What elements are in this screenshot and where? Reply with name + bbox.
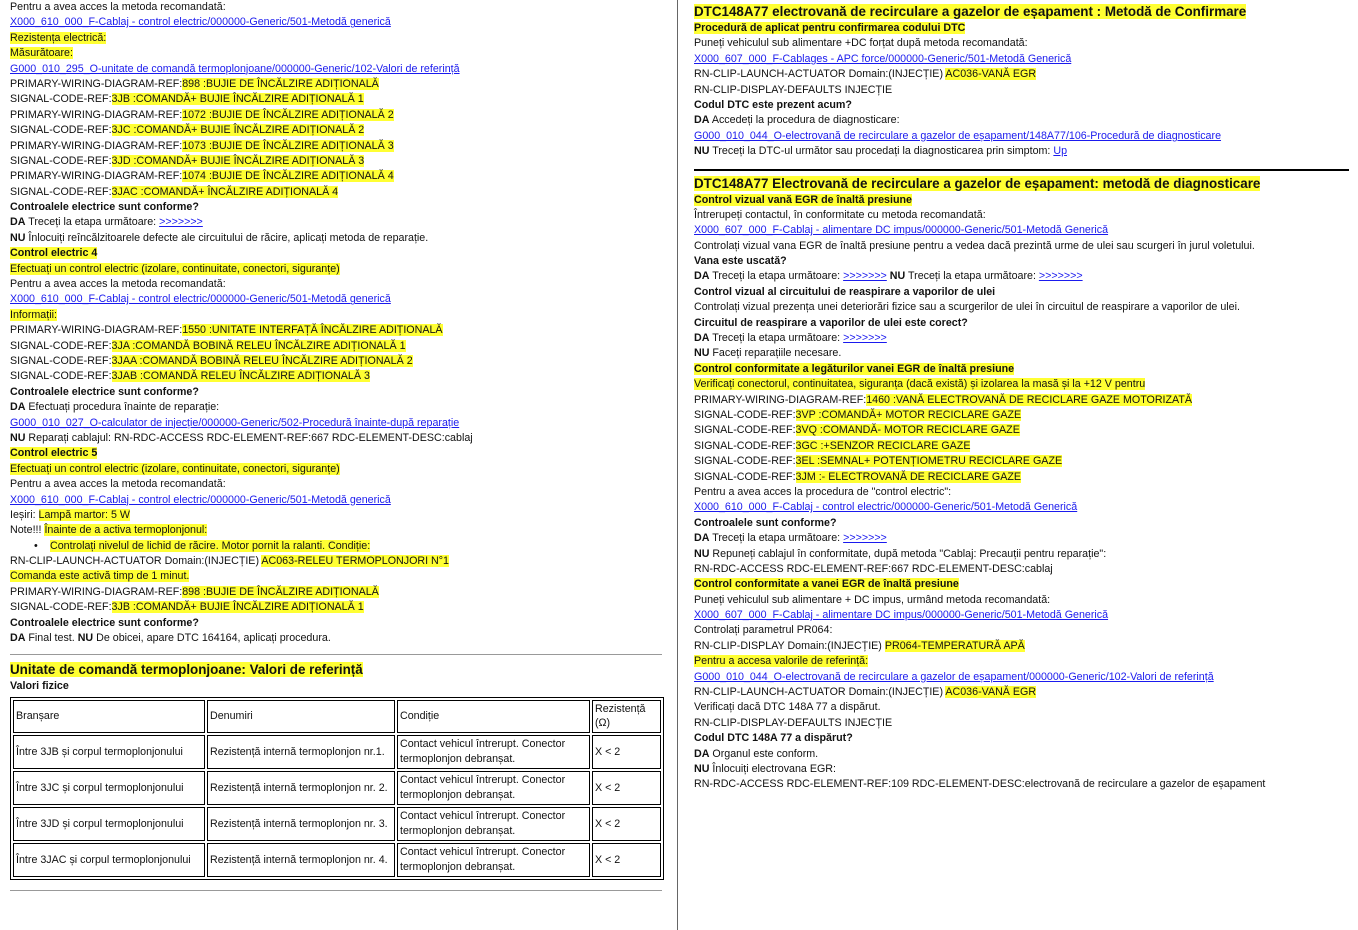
text-line [10, 416, 662, 431]
text-segment: 3JAB :COMANDĂ RELEU ÎNCĂLZIRE ADIȚIONALĂ 3 [111, 370, 370, 383]
text-line [694, 285, 1349, 300]
bold-text: NU [889, 270, 906, 283]
text-segment: RN-CLIP-LAUNCH-ACTUATOR Domain:(INJECȚIE) [10, 555, 262, 568]
text-segment: PRIMARY-WIRING-DIAGRAM-REF: [10, 108, 183, 121]
text-segment: Treceți la etapa următoare: [905, 270, 1039, 283]
text-line [10, 600, 662, 615]
text-segment: Comanda este activă timp de 1 minut. [10, 570, 190, 583]
text-segment: 898 :BUJIE DE ÎNCĂLZIRE ADIȚIONALĂ [182, 585, 379, 598]
left-column [10, 0, 662, 897]
table-header-cell: Rezistență (Ω) [592, 700, 661, 733]
bold-text: DA [10, 401, 26, 414]
text-line [10, 169, 662, 184]
text-segment: 3JD :COMANDĂ+ BUJIE ÎNCĂLZIRE ADIȚIONALĂ 3 [111, 154, 365, 167]
bold-text: NU [694, 547, 710, 560]
text-segment: Final test. [25, 632, 78, 645]
text-line [10, 277, 662, 292]
text-segment: PRIMARY-WIRING-DIAGRAM-REF: [10, 324, 183, 337]
procedure-link[interactable]: >>>>>>> [159, 216, 203, 229]
text-segment: Efectuați un control electric (izolare, continuitate, conectori, siguranțe) [10, 462, 340, 475]
text-segment: 1072 :BUJIE DE ÎNCĂLZIRE ADIȚIONALĂ 2 [182, 108, 394, 121]
table-cell: Contact vehicul întrerupt. Conector termoplonjon debranșat. [397, 771, 590, 805]
text-line [694, 300, 1349, 315]
text-line [694, 685, 1349, 700]
text-segment: SIGNAL-CODE-REF: [10, 339, 112, 352]
table-cell: Rezistență internă termoplonjon nr.1. [207, 735, 395, 769]
text-line [694, 670, 1349, 685]
text-segment: Pentru a avea acces la metoda recomandată: [10, 278, 226, 291]
text-line [694, 239, 1349, 254]
text-line [10, 323, 662, 338]
bold-text: Control conformitate a vanei EGR de înaltă presiune [694, 578, 959, 591]
bold-text: DA [694, 532, 710, 545]
text-segment: PRIMARY-WIRING-DIAGRAM-REF: [10, 170, 183, 183]
text-line [694, 700, 1349, 715]
text-line [10, 46, 662, 61]
text-line [694, 500, 1349, 515]
text-line [694, 331, 1349, 346]
text-line [694, 52, 1349, 67]
text-segment: Efectuați un control electric (izolare, continuitate, conectori, siguranțe) [10, 262, 340, 275]
diagnostic-title-text: DTC148A77 Electrovană de recirculare a gazelor de eșapament: metodă de diagnosticare [694, 175, 1261, 191]
text-line [694, 144, 1349, 159]
section-title [10, 661, 662, 679]
diagnostic-title [694, 175, 1349, 193]
text-line [694, 393, 1349, 408]
text-segment: Informații: [10, 308, 57, 321]
text-segment: 3JAC :COMANDĂ+ ÎNCĂLZIRE ADIȚIONALĂ 4 [111, 185, 339, 198]
table-cell: Între 3JC și corpul termoplonjonului [13, 771, 205, 805]
text-segment: 3VQ :COMANDĂ- MOTOR RECICLARE GAZE [795, 424, 1020, 437]
text-line [10, 15, 662, 30]
text-segment: Pentru a accesa valorile de referință: [694, 655, 869, 668]
text-segment: Pentru a avea acces la metoda recomandată: [10, 478, 226, 491]
text-line [10, 108, 662, 123]
procedure-link[interactable]: X000_610_000_F-Cablaj - control electric/000000-Generic/501-Metodă generică [10, 293, 391, 306]
text-line [10, 616, 662, 631]
text-segment: SIGNAL-CODE-REF: [694, 408, 796, 421]
text-segment: RN-CLIP-LAUNCH-ACTUATOR Domain:(INJECȚIE) [694, 686, 946, 699]
table-subtitle-text: Valori fizice [10, 680, 69, 693]
procedure-link[interactable]: G000_010_027_O-calculator de injecție/000000-Generic/502-Procedură înainte-după reparație [10, 416, 460, 429]
table-cell: Între 3JAC și corpul termoplonjonului [13, 843, 205, 877]
text-segment: De obicei, apare DTC 164164, aplicați procedura. [93, 632, 331, 645]
bold-text: Circuitul de reaspirare a vaporilor de ulei este corect? [694, 316, 968, 329]
text-segment: RN-CLIP-DISPLAY Domain:(INJECȚIE) [694, 639, 885, 652]
bold-text: Controalele electrice sunt conforme? [10, 616, 199, 629]
text-line [694, 731, 1349, 746]
reference-table [10, 697, 664, 880]
text-segment: 3JAA :COMANDĂ BOBINĂ RELEU ÎNCĂLZIRE ADIȚIONALĂ 2 [111, 354, 413, 367]
text-segment: Treceți la etapa următoare: [709, 532, 844, 545]
text-line [694, 516, 1349, 531]
bold-text: Vana este uscată? [694, 255, 787, 268]
text-segment: 3JA :COMANDĂ BOBINĂ RELEU ÎNCĂLZIRE ADIȚIONALĂ 1 [111, 339, 406, 352]
bold-text: Control conformitate a legăturilor vanei EGR de înaltă presiune [694, 362, 1015, 375]
procedure-link[interactable]: G000_010_295_O-unitate de comandă termoplonjoane/000000-Generic/102-Valori de referință [10, 62, 460, 75]
text-line [694, 21, 1349, 36]
text-line [694, 747, 1349, 762]
confirmation-lines [694, 21, 1349, 160]
text-segment: 3JB :COMANDĂ+ BUJIE ÎNCĂLZIRE ADIȚIONALĂ 1 [111, 93, 364, 106]
text-segment: PRIMARY-WIRING-DIAGRAM-REF: [694, 393, 867, 406]
text-line [10, 185, 662, 200]
section-divider-dark [694, 169, 1349, 171]
text-segment: SIGNAL-CODE-REF: [694, 455, 796, 468]
text-line [10, 308, 662, 323]
text-line [10, 400, 662, 415]
text-segment: Reparați cablajul: RN-RDC-ACCESS RDC-ELEMENT-REF:667 RDC-ELEMENT-DESC:cablaj [25, 431, 473, 444]
text-segment: 1460 :VANĂ ELECTROVANĂ DE RECICLARE GAZE MOTORIZATĂ [866, 393, 1193, 406]
table-row [13, 771, 661, 805]
text-line [10, 508, 662, 523]
text-line [694, 208, 1349, 223]
column-separator [677, 0, 678, 930]
text-line [694, 113, 1349, 128]
procedure-link[interactable]: X000_610_000_F-Cablaj - control electric/000000-Generic/501-Metodă generică [10, 16, 391, 29]
text-line [10, 0, 662, 15]
text-line [694, 377, 1349, 392]
procedure-link[interactable]: G000_010_044_O-electrovană de recirculare a gazelor de eșapament/000000-Generic/102-Valori de referință [694, 670, 1214, 683]
table-cell: Contact vehicul întrerupt. Conector termoplonjon debranșat. [397, 843, 590, 877]
text-segment: AC036-VANĂ EGR [945, 686, 1037, 699]
text-line [694, 36, 1349, 51]
text-segment: 3EL :SEMNAL+ POTENȚIOMETRU RECICLARE GAZE [795, 455, 1063, 468]
text-segment: Treceți la etapa următoare: [25, 216, 160, 229]
text-line [694, 593, 1349, 608]
text-segment: 898 :BUJIE DE ÎNCĂLZIRE ADIȚIONALĂ [182, 77, 379, 90]
bold-text: DA [10, 632, 26, 645]
table-body [13, 735, 661, 877]
bold-text: NU [77, 632, 94, 645]
text-segment: 3GC :+SENZOR RECICLARE GAZE [795, 439, 971, 452]
text-segment: Organul este conform. [709, 747, 819, 760]
confirmation-title [694, 3, 1349, 21]
text-line [10, 462, 662, 477]
bold-text: Codul DTC 148A 77 a dispărut? [694, 732, 853, 745]
procedure-link[interactable]: X000_607_000_F-Cablaj - alimentare DC impus/000000-Generic/501-Metodă Generică [694, 224, 1109, 237]
text-segment: Înlocuiți electrovana EGR: [709, 762, 836, 775]
text-line [10, 215, 662, 230]
procedure-lines-left [10, 0, 662, 646]
text-line [694, 716, 1349, 731]
text-segment: SIGNAL-CODE-REF: [10, 154, 112, 167]
text-line [10, 92, 662, 107]
text-segment: SIGNAL-CODE-REF: [10, 601, 112, 614]
text-line [10, 123, 662, 138]
text-line [10, 554, 662, 569]
text-segment: AC036-VANĂ EGR [945, 68, 1037, 81]
table-cell: Între 3JB și corpul termoplonjonului [13, 735, 205, 769]
section-divider [10, 654, 662, 655]
text-line [694, 654, 1349, 669]
procedure-link[interactable]: X000_607_000_F-Cablages - APC force/000000-Generic/501-Metodă Generică [694, 52, 1072, 65]
procedure-link[interactable]: Up [1053, 145, 1068, 158]
text-segment: PR064-TEMPERATURĂ APĂ [884, 639, 1025, 652]
procedure-link[interactable]: X000_607_000_F-Cablaj - alimentare DC impus/000000-Generic/501-Metodă Generică [694, 609, 1109, 622]
bold-text: DA [10, 216, 26, 229]
text-segment: PRIMARY-WIRING-DIAGRAM-REF: [10, 139, 183, 152]
text-line [10, 246, 662, 261]
text-segment: Controlați parametrul PR064: [694, 624, 833, 637]
text-line [694, 269, 1349, 284]
text-segment: 3JM :- ELECTROVANĂ DE RECICLARE GAZE [795, 470, 1022, 483]
text-line [694, 531, 1349, 546]
bold-text: Control electric 5 [10, 447, 98, 460]
text-line [10, 354, 662, 369]
table-header-cell: Condiție [397, 700, 590, 733]
section-divider-bottom [10, 890, 662, 891]
table-cell: X < 2 [592, 771, 661, 805]
text-segment: Controlați vizual prezența unei deteriorări fizice sau a scurgerilor de ulei în circuitul de reaspirare a vaporilor de ulei. [694, 301, 1240, 314]
confirmation-title-text: DTC148A77 electrovană de recirculare a gazelor de eșapament : Metodă de Confirmare [694, 4, 1247, 19]
table-cell: Între 3JD și corpul termoplonjonului [13, 807, 205, 841]
text-segment: Ieșiri: [10, 508, 39, 521]
text-segment: Accedeți la procedura de diagnosticare: [709, 114, 900, 127]
text-segment: Note!!! [10, 524, 45, 537]
table-cell: Rezistență internă termoplonjon nr. 3. [207, 807, 395, 841]
text-segment: Lampă martor: 5 W [38, 508, 130, 521]
bold-text: NU [694, 347, 710, 360]
text-line [694, 193, 1349, 208]
text-line [10, 585, 662, 600]
text-line [694, 608, 1349, 623]
table-row [13, 807, 661, 841]
table-cell: X < 2 [592, 843, 661, 877]
bold-text: DA [694, 332, 710, 345]
text-segment: SIGNAL-CODE-REF: [10, 354, 112, 367]
bold-text: NU [694, 762, 710, 775]
bold-text: NU [10, 431, 26, 444]
text-line [10, 446, 662, 461]
text-line [694, 547, 1349, 562]
text-segment: RN-CLIP-DISPLAY-DEFAULTS INJECȚIE [694, 83, 893, 96]
text-line [10, 385, 662, 400]
text-line [694, 223, 1349, 238]
table-header-cell: Branșare [13, 700, 205, 733]
text-line [694, 98, 1349, 113]
text-segment: Măsurătoare: [10, 47, 73, 60]
bold-text: NU [10, 231, 26, 244]
text-line [694, 485, 1349, 500]
text-segment: Controlați vizual vana EGR de înaltă presiune pentru a vedea dacă prezintă urme de ulei sau scurgeri în jurul voletului. [694, 239, 1255, 252]
text-segment: Faceți reparațiile necesare. [709, 347, 842, 360]
bold-text: Procedură de aplicat pentru confirmarea codului DTC [694, 22, 966, 34]
right-column [694, 0, 1349, 793]
text-segment: RN-CLIP-LAUNCH-ACTUATOR Domain:(INJECȚIE) [694, 68, 946, 81]
text-segment: Controlați nivelul de lichid de răcire. Motor pornit la ralanti. Condiție: [50, 539, 371, 552]
diagnostic-lines [694, 193, 1349, 793]
text-line [10, 493, 662, 508]
text-segment: AC063-RELEU TERMOPLONJORI N°1 [261, 555, 449, 568]
text-segment: PRIMARY-WIRING-DIAGRAM-REF: [10, 585, 183, 598]
text-segment: RN-CLIP-DISPLAY-DEFAULTS INJECȚIE [694, 716, 893, 729]
text-segment: RN-RDC-ACCESS RDC-ELEMENT-REF:667 RDC-ELEMENT-DESC:cablaj [694, 562, 1053, 575]
procedure-link[interactable]: >>>>>>> [843, 270, 887, 283]
text-segment: SIGNAL-CODE-REF: [10, 370, 112, 383]
bold-text: Controalele sunt conforme? [694, 516, 837, 529]
text-line [10, 523, 662, 538]
text-line [10, 631, 662, 646]
text-segment: 1550 :UNITATE INTERFAȚĂ ÎNCĂLZIRE ADIȚIONALĂ [182, 324, 443, 337]
text-segment: 3JC :COMANDĂ+ BUJIE ÎNCĂLZIRE ADIȚIONALĂ 2 [111, 124, 365, 137]
procedure-link[interactable]: X000_610_000_F-Cablaj - control electric/000000-Generic/501-Metodă Generică [694, 501, 1078, 514]
text-segment: SIGNAL-CODE-REF: [10, 93, 112, 106]
text-line [694, 362, 1349, 377]
text-line [694, 454, 1349, 469]
bold-text: Control vizual vană EGR de înaltă presiune [694, 193, 912, 206]
text-segment: SIGNAL-CODE-REF: [694, 470, 796, 483]
text-line [694, 623, 1349, 638]
text-line [10, 539, 662, 554]
text-segment: Rezistența electrică: [10, 31, 107, 44]
bold-text: Control vizual al circuitului de reaspirare a vaporilor de ulei [694, 285, 996, 298]
table-header-cell: Denumiri [207, 700, 395, 733]
text-segment: Înainte de a activa termoplonjonul: [44, 524, 208, 537]
text-segment: Puneți vehiculul sub alimentare + DC impus, urmând metoda recomandată: [694, 593, 1051, 606]
table-subtitle [10, 679, 662, 694]
text-line [10, 139, 662, 154]
text-segment: 1074 :BUJIE DE ÎNCĂLZIRE ADIȚIONALĂ 4 [182, 170, 394, 183]
bold-text: Control electric 4 [10, 247, 98, 260]
text-line [10, 200, 662, 215]
bold-text: DA [694, 114, 710, 127]
section-title-text: Unitate de comandă termoplonjoane: Valori de referință [10, 662, 363, 678]
procedure-link[interactable]: X000_610_000_F-Cablaj - control electric/000000-Generic/501-Metodă generică [10, 493, 391, 506]
text-line [694, 83, 1349, 98]
bold-text: DA [694, 747, 710, 760]
procedure-link[interactable]: G000_010_044_O-electrovană de recirculare a gazelor de eșapament/148A77/106-Procedură de diagnosticare [694, 129, 1222, 142]
text-segment: Treceți la etapa următoare: [709, 270, 844, 283]
text-line [10, 154, 662, 169]
bold-text: Controalele electrice sunt conforme? [10, 201, 199, 214]
procedure-link[interactable]: >>>>>>> [843, 332, 887, 345]
text-segment: Treceți la etapa următoare: [709, 332, 844, 345]
text-segment: Verificați conectorul, continuitatea, siguranța (dacă există) și izolarea la masă și la +12 V pentru [694, 378, 1146, 391]
text-line [694, 439, 1349, 454]
text-line [694, 639, 1349, 654]
text-line [10, 339, 662, 354]
text-line [694, 470, 1349, 485]
text-line [694, 408, 1349, 423]
table-row [13, 843, 661, 877]
text-line [10, 292, 662, 307]
text-segment: Pentru a avea acces la metoda recomandată: [10, 1, 226, 13]
text-segment: Pentru a avea acces la procedura de "control electric": [694, 485, 952, 498]
text-line [694, 423, 1349, 438]
text-segment: Repuneți cablajul în conformitate, după metoda "Cablaj: Precauții pentru reparație": [709, 547, 1107, 560]
text-segment: SIGNAL-CODE-REF: [694, 424, 796, 437]
text-segment: Verificați dacă DTC 148A 77 a dispărut. [694, 701, 881, 714]
text-line [694, 254, 1349, 269]
table-cell: Contact vehicul întrerupt. Conector termoplonjon debranșat. [397, 735, 590, 769]
table-row [13, 735, 661, 769]
text-segment: Puneți vehiculul sub alimentare +DC forțat după metoda recomandată: [694, 37, 1028, 50]
text-line [694, 129, 1349, 144]
text-segment: Treceți la DTC-ul următor sau procedați la diagnosticarea prin simptom: [709, 145, 1054, 158]
text-segment: RN-RDC-ACCESS RDC-ELEMENT-REF:109 RDC-ELEMENT-DESC:electrovană de recirculare a gazelor de eșapament [694, 778, 1266, 791]
text-segment: 3VP :COMANDĂ+ MOTOR RECICLARE GAZE [795, 408, 1022, 421]
text-segment: Întrerupeți contactul, în conformitate cu metoda recomandată: [694, 208, 986, 221]
text-line [694, 777, 1349, 792]
text-line [694, 67, 1349, 82]
bold-text: Codul DTC este prezent acum? [694, 98, 852, 111]
table-cell: X < 2 [592, 807, 661, 841]
text-segment: Înlocuiți reîncălzitoarele defecte ale circuitului de răcire, aplicați metoda de reparație. [25, 231, 429, 244]
text-segment: PRIMARY-WIRING-DIAGRAM-REF: [10, 77, 183, 90]
text-line [10, 477, 662, 492]
text-line [694, 762, 1349, 777]
text-segment: 1073 :BUJIE DE ÎNCĂLZIRE ADIȚIONALĂ 3 [182, 139, 394, 152]
table-cell: Rezistență internă termoplonjon nr. 4. [207, 843, 395, 877]
text-line [694, 562, 1349, 577]
table-header-row [13, 700, 661, 733]
text-line [694, 346, 1349, 361]
bold-text: DA [694, 270, 710, 283]
table-cell: Rezistență internă termoplonjon nr. 2. [207, 771, 395, 805]
text-segment: SIGNAL-CODE-REF: [10, 185, 112, 198]
text-line [694, 577, 1349, 592]
procedure-link[interactable]: >>>>>>> [843, 532, 887, 545]
text-line [10, 262, 662, 277]
bold-text: NU [694, 145, 710, 158]
text-line [10, 77, 662, 92]
text-line [10, 369, 662, 384]
text-line [10, 31, 662, 46]
table-cell: X < 2 [592, 735, 661, 769]
text-segment: SIGNAL-CODE-REF: [694, 439, 796, 452]
table-cell: Contact vehicul întrerupt. Conector termoplonjon debranșat. [397, 807, 590, 841]
text-segment: 3JB :COMANDĂ+ BUJIE ÎNCĂLZIRE ADIȚIONALĂ 1 [111, 601, 364, 614]
text-line [10, 231, 662, 246]
bold-text: Controalele electrice sunt conforme? [10, 385, 199, 398]
text-segment: Efectuați procedura înainte de reparație: [25, 401, 220, 414]
text-segment: SIGNAL-CODE-REF: [10, 124, 112, 137]
text-line [10, 62, 662, 77]
procedure-link[interactable]: >>>>>>> [1038, 270, 1083, 283]
text-line [694, 316, 1349, 331]
text-line [10, 431, 662, 446]
text-line [10, 569, 662, 584]
